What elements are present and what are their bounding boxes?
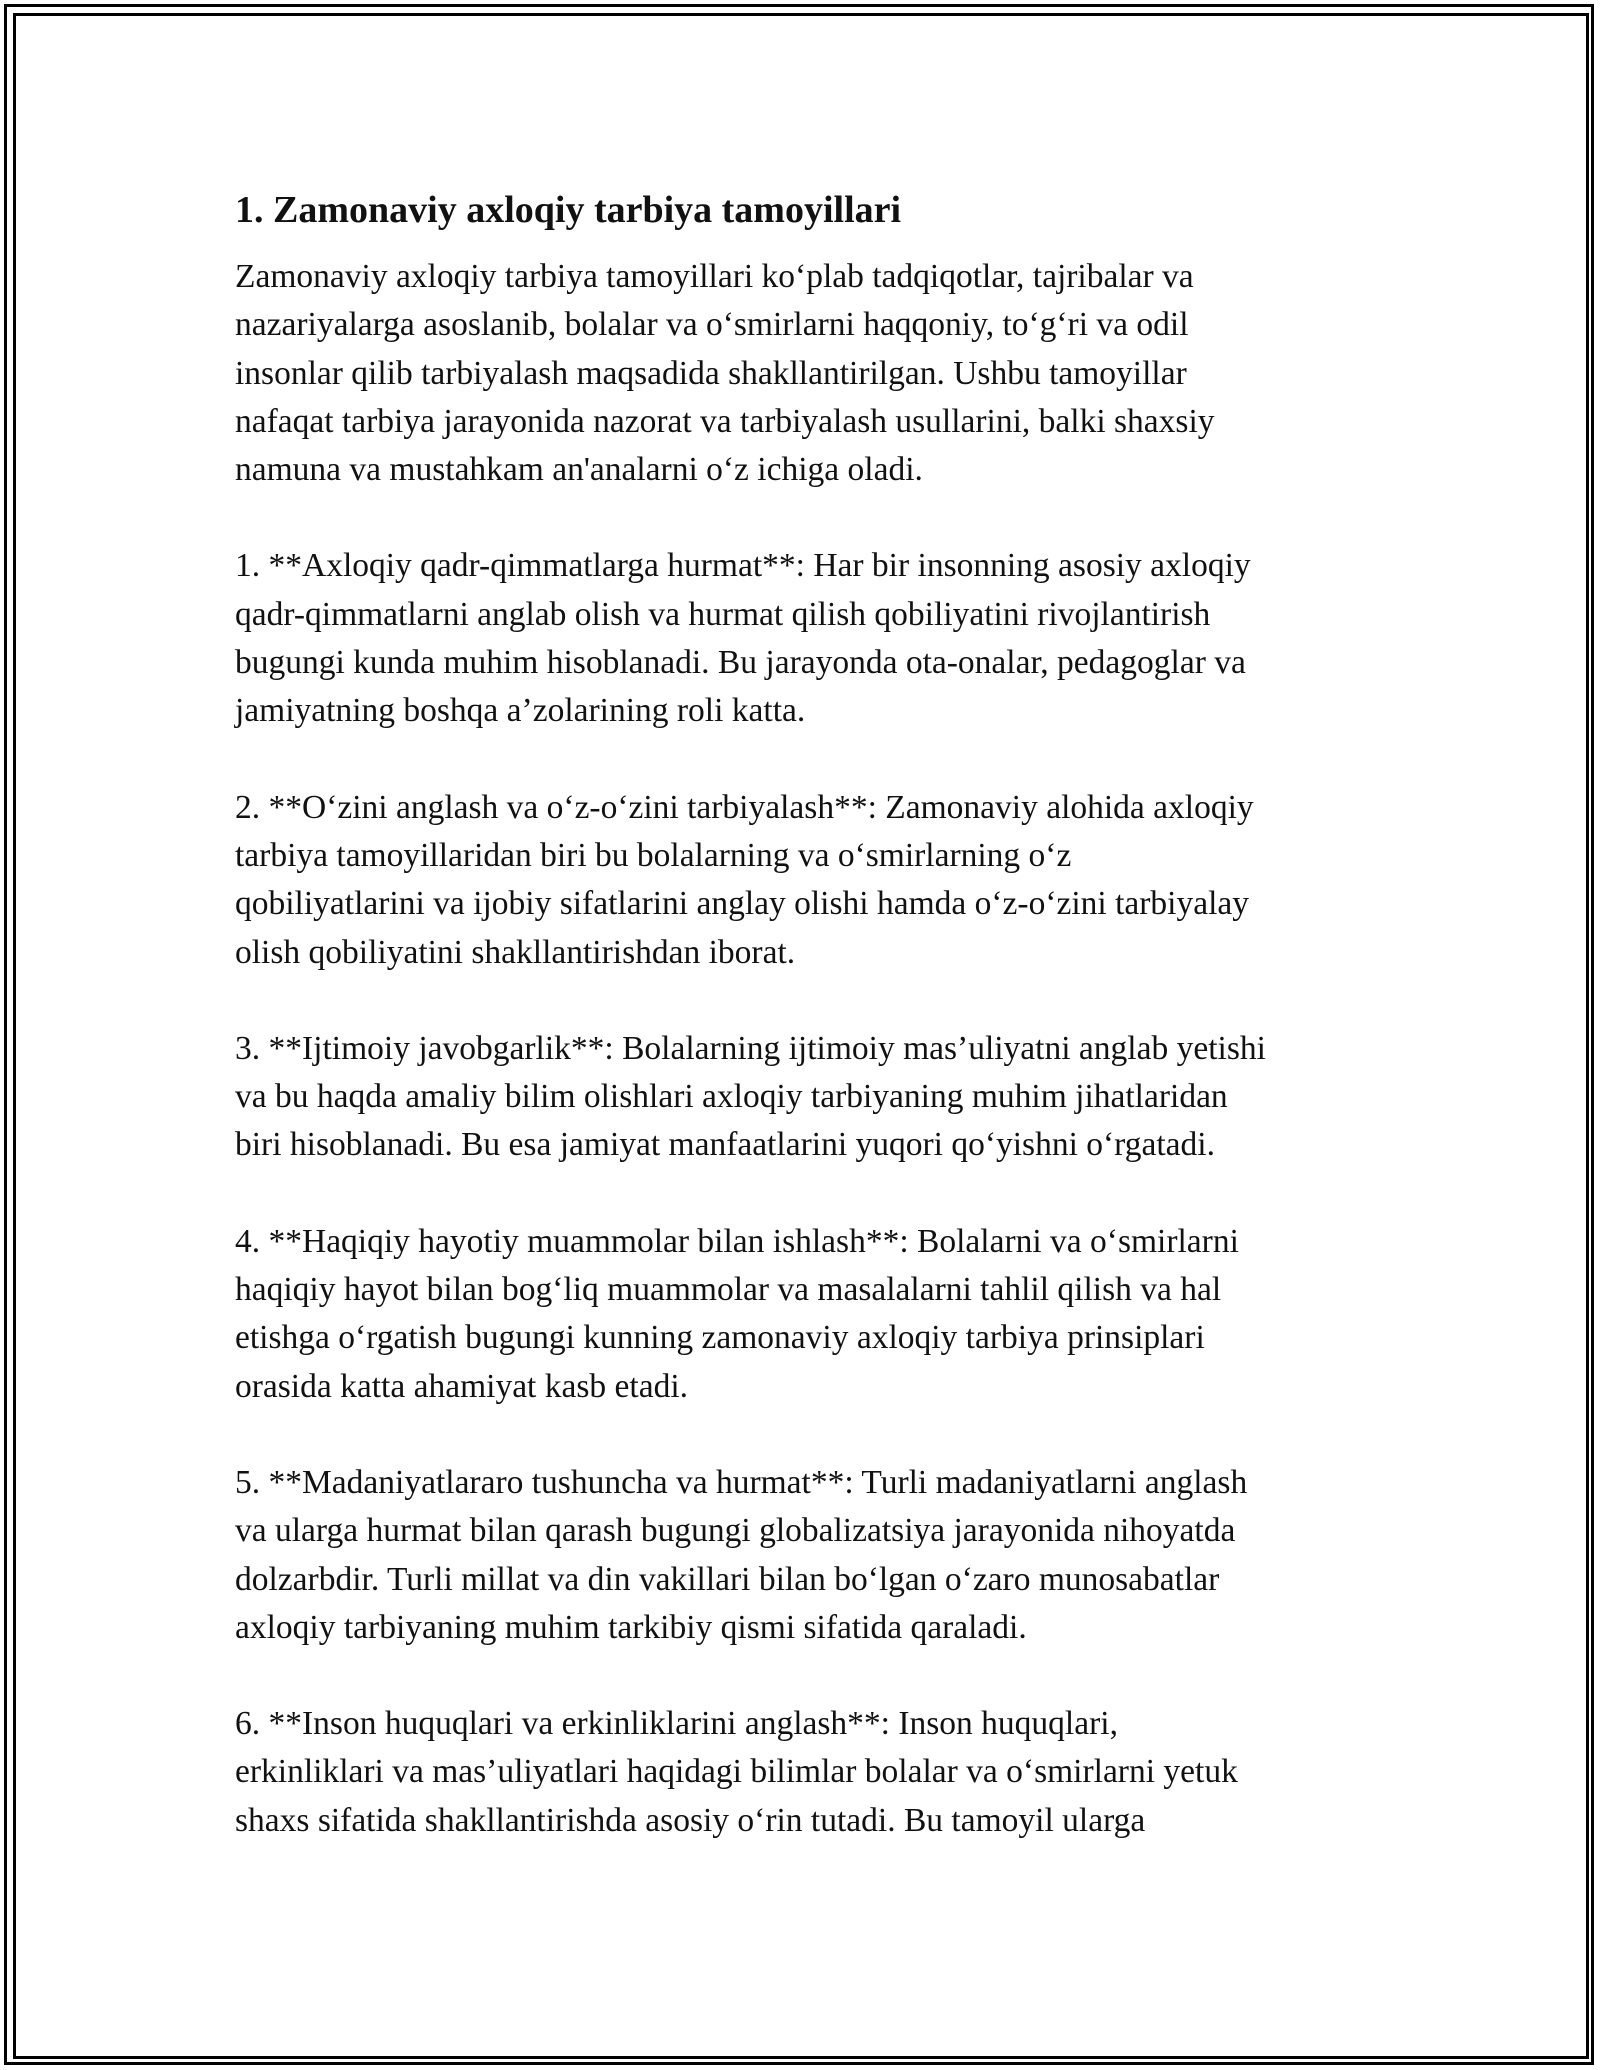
text-line: dolzarbdir. Turli millat va din vakillari bilan bo‘lgan o‘zaro munosabatlar [235,1560,1220,1598]
text-line: nafaqat tarbiya jarayonida nazorat va tarbiyalash usullarini, balki shaxsiy [235,402,1215,440]
text-line: etishga o‘rgatish bugungi kunning zamonaviy axloqiy tarbiya prinsiplari [235,1319,1205,1357]
principle-paragraph-2 [235,784,1375,977]
text-line: qobiliyatlarini va ijobiy sifatlarini anglay olishi hamda o‘z-o‘zini tarbiyalay [235,885,1250,923]
text-line: insonlar qilib tarbiyalash maqsadida shakllantirilgan. Ushbu tamoyillar [235,354,1187,392]
text-line: shaxs sifatida shakllantirishda asosiy o‘rin tutadi. Bu tamoyil ularga [235,1801,1146,1839]
principle-paragraph-6 [235,1700,1375,1845]
text-line: 4. **Haqiqiy hayotiy muammolar bilan ishlash**: Bolalarni va o‘smirlarni [235,1222,1239,1260]
text-line: nazariyalarga asoslanib, bolalar va o‘smirlarni haqqoniy, to‘g‘ri va odil [235,306,1189,344]
text-line: va bu haqda amaliy bilim olishlari axloqiy tarbiyaning muhim jihatlaridan [235,1078,1228,1116]
text-line: 1. **Axloqiy qadr-qimmatlarga hurmat**: Har bir insonning asosiy axloqiy [235,547,1251,585]
text-line: erkinliklari va mas’uliyatlari haqidagi bilimlar bolalar va o‘smirlarni yetuk [235,1753,1238,1791]
text-line: olish qobiliyatini shakllantirishdan iborat. [235,933,796,971]
principle-paragraph-5 [235,1459,1375,1652]
principle-paragraph-1 [235,542,1375,735]
page-title: 1. Zamonaviy axloqiy tarbiya tamoyillari [235,189,902,231]
text-line: tarbiya tamoyillaridan biri bu bolalarning va o‘smirlarning o‘z [235,836,1072,874]
text-line: haqiqiy hayot bilan bog‘liq muammolar va masalalarni tahlil qilish va hal [235,1271,1222,1309]
document-body [235,186,1375,1893]
principle-paragraph-3 [235,1025,1375,1170]
text-line: qadr-qimmatlarni anglab olish va hurmat qilish qobiliyatini rivojlantirish [235,595,1211,633]
text-line: Zamonaviy axloqiy tarbiya tamoyillari ko‘plab tadqiqotlar, tajribalar va [235,258,1194,295]
text-line: 5. **Madaniyatlararo tushuncha va hurmat**: Turli madaniyatlarni anglash [235,1463,1248,1501]
text-line: biri hisoblanadi. Bu esa jamiyat manfaatlarini yuqori qo‘yishni o‘rgatadi. [235,1126,1215,1164]
text-line: bugungi kunda muhim hisoblanadi. Bu jarayonda ota-onalar, pedagoglar va [235,644,1246,682]
principle-paragraph-4 [235,1218,1375,1411]
text-line: orasida katta ahamiyat kasb etadi. [235,1367,689,1405]
text-line: jamiyatning boshqa a’zolarining roli katta. [235,692,806,730]
text-line: namuna va mustahkam an'analarni o‘z ichiga oladi. [235,451,923,489]
text-line: axloqiy tarbiyaning muhim tarkibiy qismi sifatida qaraladi. [235,1608,1027,1646]
text-line: 6. **Inson huquqlari va erkinliklarini anglash**: Inson huquqlari, [235,1705,1118,1743]
text-line: 2. **O‘zini anglash va o‘z-o‘zini tarbiyalash**: Zamonaviy alohida axloqiy [235,788,1254,826]
text-line: 3. **Ijtimoiy javobgarlik**: Bolalarning ijtimoiy mas’uliyatni anglab yetishi [235,1029,1266,1067]
intro-paragraph [235,253,1375,494]
text-line: va ularga hurmat bilan qarash bugungi globalizatsiya jarayonida nihoyatda [235,1512,1236,1550]
